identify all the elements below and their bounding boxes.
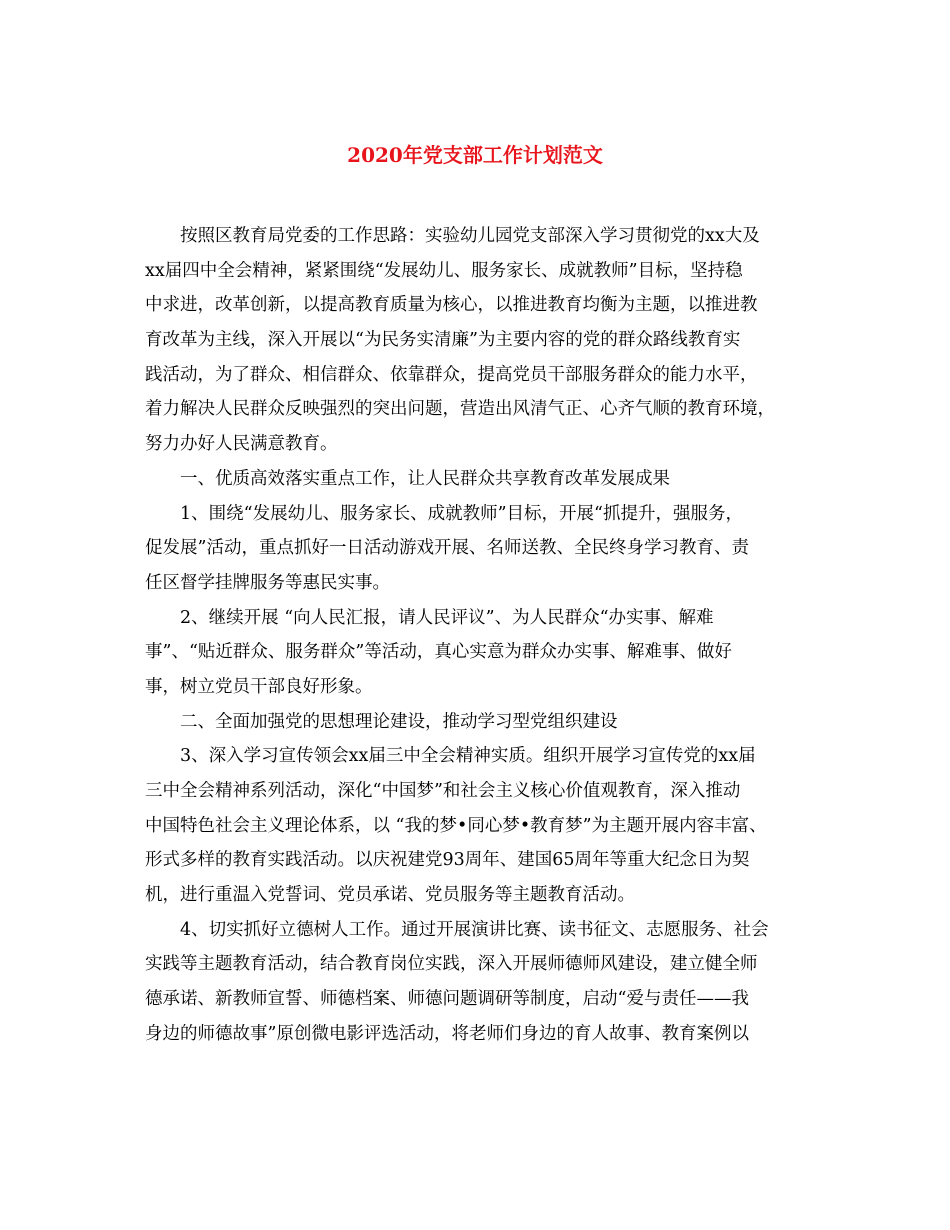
text-line: 3、深入学习宣传领会xx届三中全会精神实质。组织开展学习宣传党的xx届 [180,746,756,767]
text-line: 2、继续开展 “向人民汇报，请人民评议”、为人民群众“办实事、解难 [180,607,714,628]
text-line: 着力解决人民群众反映强烈的突出问题，营造出风清气正、心齐气顺的教育环境， [145,399,775,420]
text-line: 努力办好人民满意教育。 [145,434,338,455]
text-line: 事，树立党员干部良好形象。 [145,676,373,697]
text-line: 1、围绕“发展幼儿、服务家长、成就教师”目标，开展“抓提升，强服务， [180,503,743,524]
text-line: 德承诺、新教师宣誓、师德档案、师德问题调研等制度，启动“爱与责任——我 [145,989,749,1010]
text-line: 中求进，改革创新，以提高教育质量为核心，以推进教育均衡为主题，以推进教 [145,295,758,316]
text-line: 身边的师德故事”原创微电影评选活动，将老师们身边的育人故事、教育案例以 [145,1023,749,1044]
text-line: 中国特色社会主义理论体系，以 “我的梦•同心梦•教育梦”为主题开展内容丰富、 [145,815,767,836]
document-body [145,219,815,1052]
text-line: 三中全会精神系列活动，深化“中国梦”和社会主义核心价值观教育，深入推动 [145,781,741,801]
text-line: 实践等主题教育活动，结合教育岗位实践，深入开展师德师风建设，建立健全师 [145,954,758,975]
text-line: 育改革为主线，深入开展以“为民务实清廉”为主要内容的党的群众路线教育实 [145,330,741,351]
text-line: 任区督学挂牌服务等惠民实事。 [145,572,390,593]
text-line: 形式多样的教育实践活动。以庆祝建党93周年、建国65周年等重大纪念日为契 [145,850,750,871]
text-line: 促发展”活动，重点抓好一日活动游戏开展、名师送教、全民终身学习教育、责 [145,538,749,559]
section-heading: 二、全面加强党的思想理论建设，推动学习型党组织建设 [180,711,618,732]
text-line: 机，进行重温入党誓词、党员承诺、党员服务等主题教育活动。 [145,885,635,906]
section-heading: 一、优质高效落实重点工作，让人民群众共享教育改革发展成果 [180,468,670,489]
text-line: xx届四中全会精神，紧紧围绕“发展幼儿、服务家长、成就教师”目标，坚持稳 [145,260,743,281]
text-line: 按照区教育局党委的工作思路：实验幼儿园党支部深入学习贯彻党的xx大及 [180,226,760,246]
document-title: 2020年党支部工作计划范文 [347,143,603,167]
text-line: 事”、“贴近群众、服务群众”等活动，真心实意为群众办实事、解难事、做好 [145,642,732,663]
text-line: 践活动，为了群众、相信群众、依靠群众，提高党员干部服务群众的能力水平， [145,364,758,385]
text-line: 4、切实抓好立德树人工作。通过开展演讲比赛、读书征文、志愿服务、社会 [180,919,769,940]
